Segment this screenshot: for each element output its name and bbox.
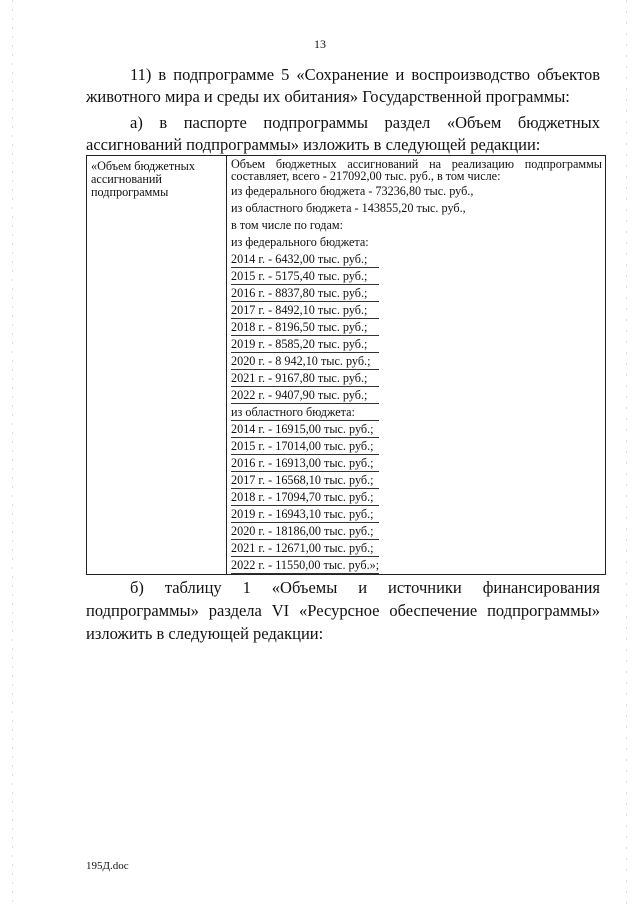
file-name-footer: 195Д.doc — [86, 860, 129, 872]
passport-value-line: 2019 г. - 8585,20 тыс. руб.; — [231, 336, 379, 353]
passport-value-line: в том числе по годам: — [231, 217, 343, 232]
item-a-line2: ассигнований подпрограммы» изложить в следующей редакции: — [86, 135, 541, 154]
passport-label-cell: «Объем бюджетных ассигнований подпрограммы — [87, 156, 227, 575]
scan-artifact-left — [12, 0, 13, 905]
passport-value-line: из федерального бюджета - 73236,80 тыс. руб., — [231, 183, 474, 198]
passport-value-line: 2019 г. - 16943,10 тыс. руб.; — [231, 506, 379, 523]
passport-value-line: 2020 г. - 18186,00 тыс. руб.; — [231, 523, 379, 540]
passport-value-line: 2022 г. - 9407,90 тыс. руб.; — [231, 387, 379, 404]
passport-value-line: 2018 г. - 17094,70 тыс. руб.; — [231, 489, 379, 506]
passport-value-line: 2021 г. - 9167,80 тыс. руб.; — [231, 370, 379, 387]
page-number: 13 — [314, 37, 326, 51]
passport-value-line: 2017 г. - 8492,10 тыс. руб.; — [231, 302, 379, 319]
passport-value-line: 2020 г. - 8 942,10 тыс. руб.; — [231, 353, 379, 370]
item-b-line2: подпрограммы» раздела VI «Ресурсное обеспечение подпрограммы» — [86, 601, 600, 620]
passport-value-line: 2014 г. - 6432,00 тыс. руб.; — [231, 251, 379, 268]
passport-value-line: 2015 г. - 17014,00 тыс. руб.; — [231, 438, 379, 455]
table-row — [87, 156, 606, 575]
passport-intro: Объем бюджетных ассигнований на реализацию подпрограммы составляет, всего - 217092,00 тыс. руб., в том числе: — [231, 157, 602, 183]
passport-value-line: из областного бюджета: — [231, 404, 379, 421]
item-a-line1: а) в паспорте подпрограммы раздел «Объем бюджетных — [130, 113, 600, 132]
passport-value-line: 2017 г. - 16568,10 тыс. руб.; — [231, 472, 379, 489]
passport-value-cell — [227, 156, 606, 575]
passport-value-lines — [231, 183, 602, 574]
passport-value-line: из областного бюджета - 143855,20 тыс. руб., — [231, 200, 466, 215]
passport-table — [86, 155, 606, 575]
paragraph-11-line2: животного мира и среды их обитания» Государственной программы: — [86, 87, 570, 106]
passport-value-line: 2015 г. - 5175,40 тыс. руб.; — [231, 268, 379, 285]
passport-value-line: 2016 г. - 16913,00 тыс. руб.; — [231, 455, 379, 472]
passport-value-line: 2016 г. - 8837,80 тыс. руб.; — [231, 285, 379, 302]
passport-value-line: 2018 г. - 8196,50 тыс. руб.; — [231, 319, 379, 336]
passport-value-line: 2014 г. - 16915,00 тыс. руб.; — [231, 421, 379, 438]
item-b-line3: изложить в следующей редакции: — [86, 624, 324, 643]
passport-value-line: 2022 г. - 11550,00 тыс. руб.»; — [231, 557, 380, 572]
item-b-line1: б) таблицу 1 «Объемы и источники финансирования — [130, 578, 600, 597]
scan-artifact-right — [626, 0, 627, 905]
passport-value-line: из федерального бюджета: — [231, 234, 369, 249]
passport-value-line: 2021 г. - 12671,00 тыс. руб.; — [231, 540, 379, 557]
paragraph-11-line1: 11) в подпрограмме 5 «Сохранение и воспроизводство объектов — [130, 65, 600, 84]
